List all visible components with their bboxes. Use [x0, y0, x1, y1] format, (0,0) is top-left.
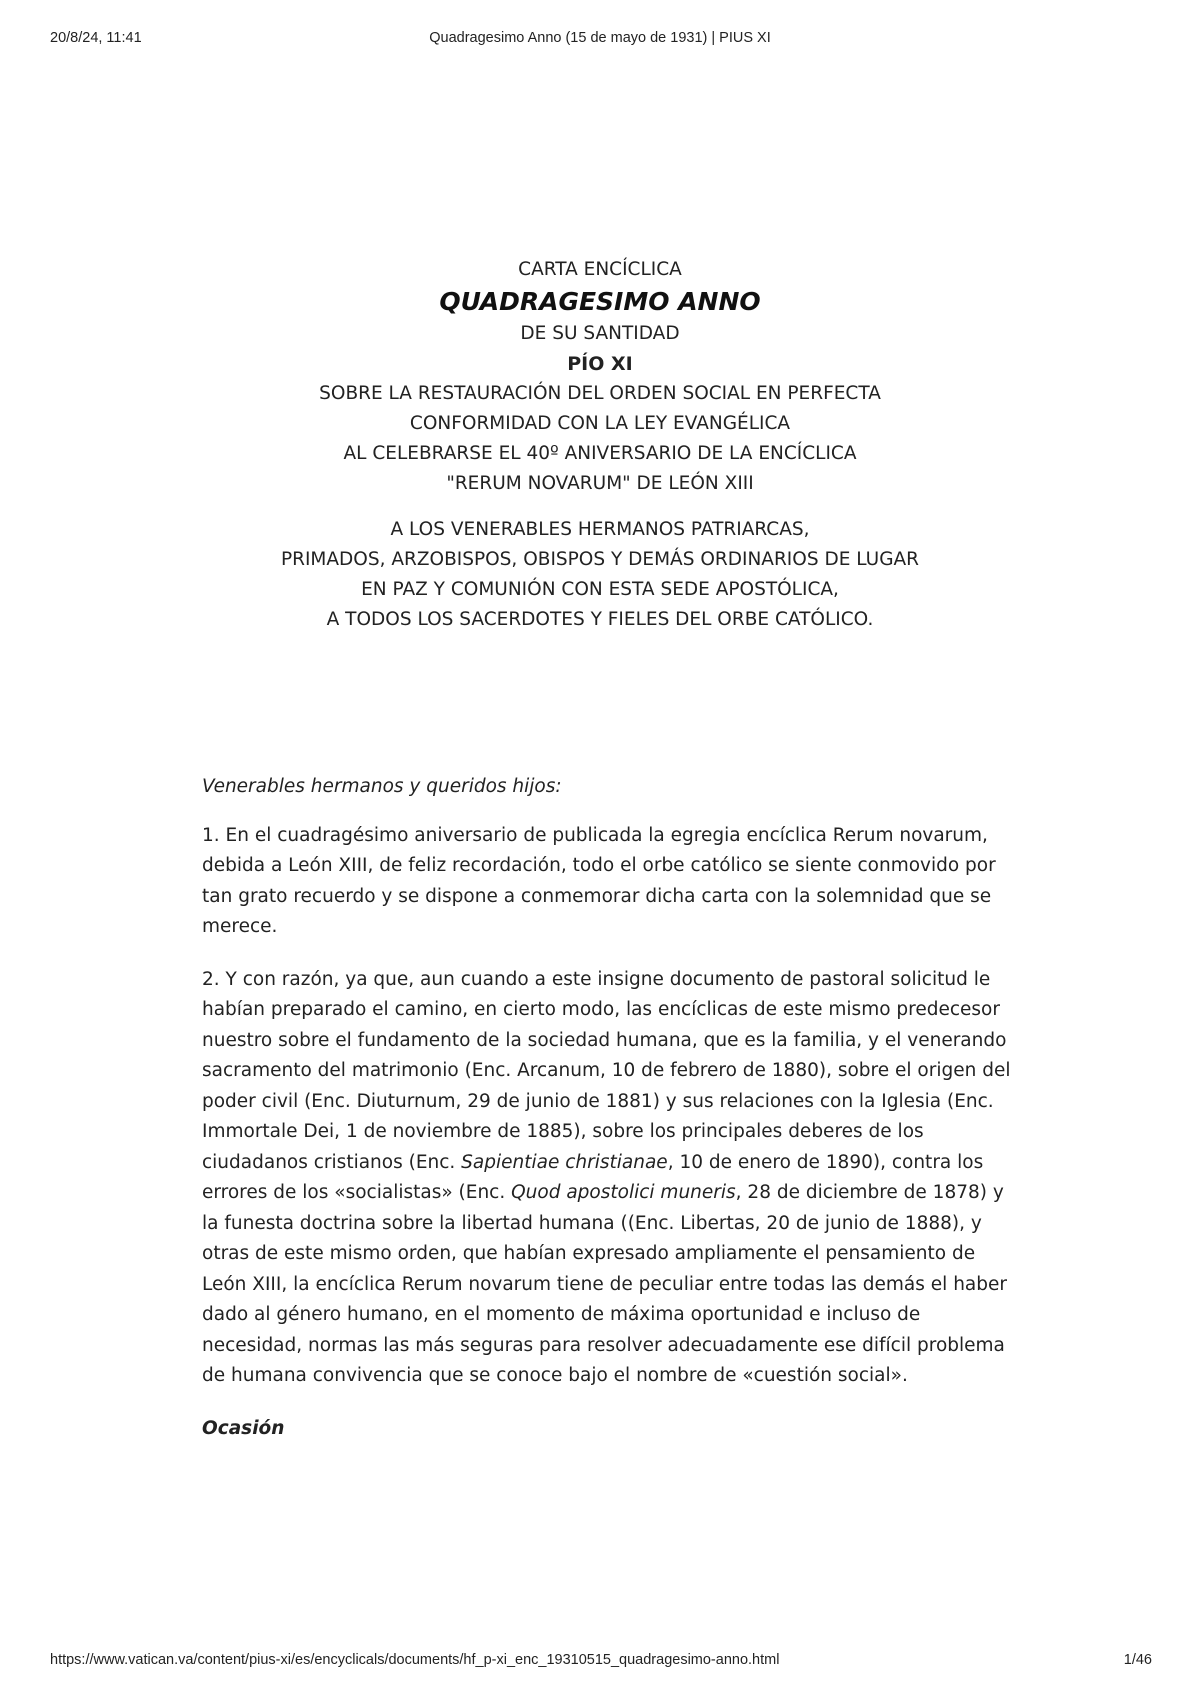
- sapientiae-christianae-title: Sapientiae christianae: [461, 1151, 668, 1173]
- paragraph-2: [202, 965, 1012, 1392]
- pope-name: PÍO XI: [567, 353, 633, 375]
- page-indicator: 1/46: [1123, 1652, 1152, 1668]
- paragraph-2-part-2: , 10 de enero de 1890), contra los errores de los «socialistas» (Enc.: [202, 1151, 984, 1203]
- subject-line-4: "RERUM NOVARUM" DE LEÓN XIII: [446, 473, 754, 494]
- paragraph-2-part-3: , 28 de diciembre de 1878) y la funesta doctrina sobre la libertad humana ((Enc. Libertas, 20 de junio de 1888), y otras de este mismo orden, que habían expresado ampliamente el pensamiento de León XIII, la encíclica Rerum novarum tiene de peculiar entre todas las demás el haber dado al género humano, en el momento de máxima oportunidad e incluso de necesidad, normas las más seguras para resolver adecuadamente ese difícil problema de humana convivencia que se conoce bajo el nombre de «cuestión social».: [202, 1182, 1007, 1386]
- of-holiness-line: DE SU SANTIDAD: [520, 323, 680, 344]
- section-heading-ocasion: Ocasión: [202, 1417, 285, 1439]
- addressee-line-1: A LOS VENERABLES HERMANOS PATRIARCAS,: [390, 519, 810, 540]
- addressee-line-3: EN PAZ Y COMUNIÓN CON ESTA SEDE APOSTÓLICA,: [361, 579, 839, 600]
- subject-line-2: CONFORMIDAD CON LA LEY EVANGÉLICA: [409, 413, 791, 434]
- print-header: [0, 30, 1200, 52]
- source-url: https://www.vatican.va/content/pius-xi/es/encyclicals/documents/hf_p-xi_enc_19310515_quadragesimo-anno.html: [50, 1652, 780, 1668]
- paragraph-1: 1. En el cuadragésimo aniversario de publicada la egregia encíclica Rerum novarum, debida a León XIII, de feliz recordación, todo el orbe católico se siente conmovido por tan grato recuerdo y se dispone a conmemorar dicha carta con la solemnidad que se merece.: [202, 824, 996, 937]
- addressee-line-2: PRIMADOS, ARZOBISPOS, OBISPOS Y DEMÁS ORDINARIOS DE LUGAR: [280, 549, 920, 570]
- print-datetime: 20/8/24, 11:41: [50, 30, 142, 46]
- encyclical-heading: [200, 255, 1000, 635]
- subject-line-1: SOBRE LA RESTAURACIÓN DEL ORDEN SOCIAL EN PERFECTA: [319, 383, 881, 404]
- doc-type: CARTA ENCÍCLICA: [518, 259, 682, 280]
- salutation: Venerables hermanos y queridos hijos:: [202, 776, 562, 797]
- print-page-title: Quadragesimo Anno (15 de mayo de 1931) | PIUS XI: [429, 30, 771, 46]
- print-footer: [0, 1652, 1200, 1674]
- subject-line-3: AL CELEBRARSE EL 40º ANIVERSARIO DE LA ENCÍCLICA: [343, 443, 857, 464]
- document-title: QUADRAGESIMO ANNO: [439, 287, 761, 316]
- paragraph-2-part-1: 2. Y con razón, ya que, aun cuando a este insigne documento de pastoral solicitud le habían preparado el camino, en cierto modo, las encíclicas de este mismo predecesor nuestro sobre el fundamento de la sociedad humana, que es la familia, y el venerando sacramento del matrimonio (Enc. Arcanum, 10 de febrero de 1880), sobre el origen del poder civil (Enc. Diuturnum, 29 de junio de 1881) y sus relaciones con la Iglesia (Enc. Immortale Dei, 1 de noviembre de 1885), sobre los principales deberes de los ciudadanos cristianos (Enc.: [202, 968, 1011, 1173]
- addressee-line-4: A TODOS LOS SACERDOTES Y FIELES DEL ORBE CATÓLICO.: [326, 609, 874, 630]
- heading-spacer: [200, 499, 1000, 515]
- quod-apostolici-muneris-title: Quod apostolici muneris: [511, 1182, 736, 1203]
- encyclical-body: [202, 772, 1012, 1466]
